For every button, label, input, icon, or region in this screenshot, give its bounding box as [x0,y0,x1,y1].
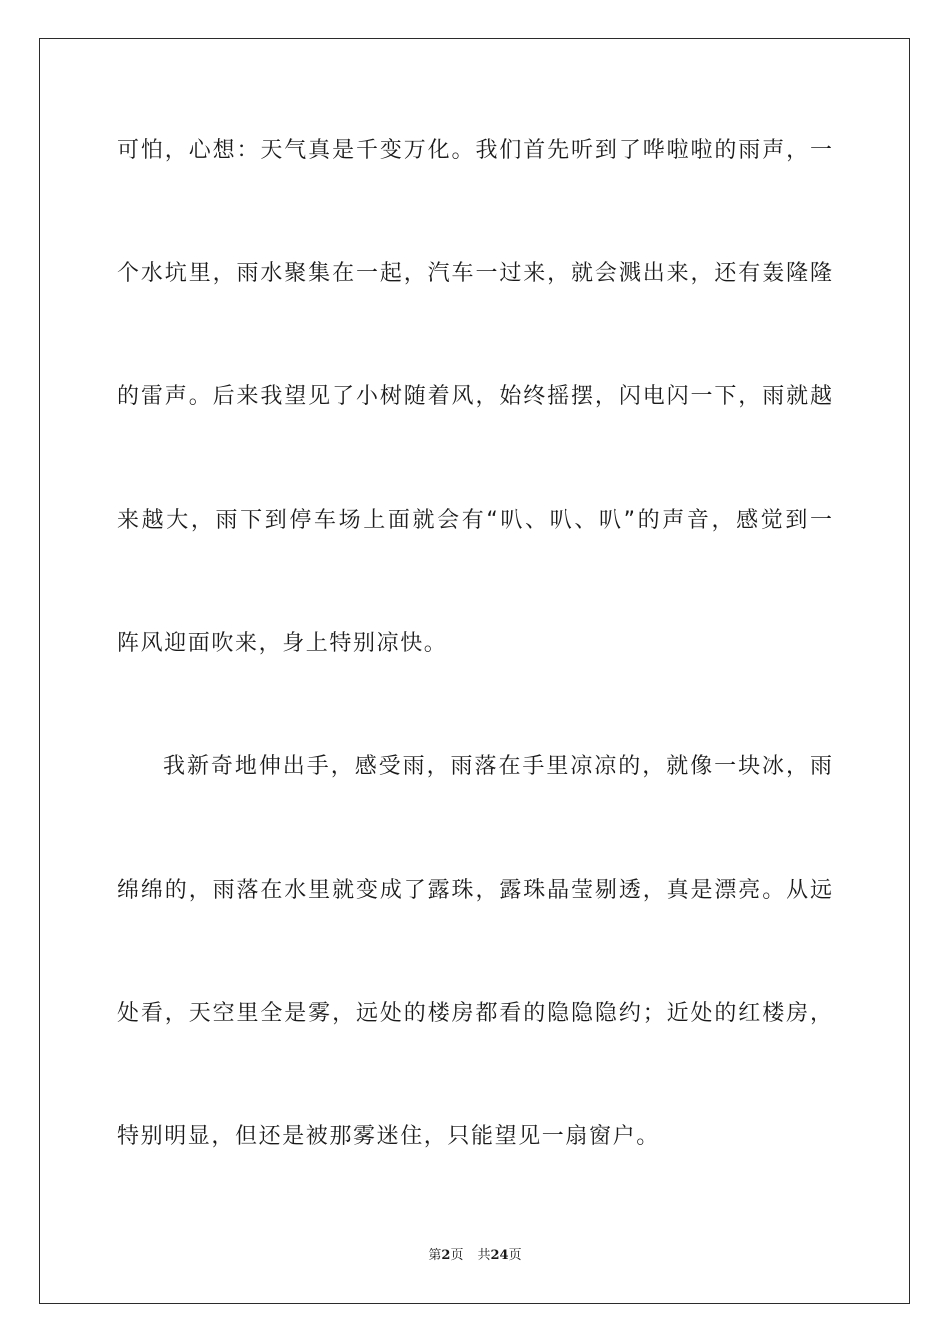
paragraph-line: 个水坑里，雨水聚集在一起，汽车一过来，就会溅出来，还有轰隆隆 [117,261,832,286]
paragraph-line: 我新奇地伸出手，感受雨，雨落在手里凉凉的，就像一块冰，雨 [163,754,832,779]
page-border [39,38,910,1304]
footer-total-prefix: 共 [477,1248,491,1263]
paragraph-line: 处看，天空里全是雾，远处的楼房都看的隐隐隐约；近处的红楼房， [117,1001,832,1026]
page-footer [0,1247,950,1265]
paragraph-line: 阵风迎面吹来，身上特别凉快。 [117,631,448,656]
paragraph-line: 的雷声。后来我望见了小树随着风，始终摇摆，闪电闪一下，雨就越 [117,384,832,409]
paragraph-line: 特别明显，但还是被那雾迷住，只能望见一扇窗户。 [117,1124,660,1149]
paragraph-line: 可怕，心想：天气真是千变万化。我们首先听到了哗啦啦的雨声，一 [117,138,832,163]
footer-total-pages: 24 [490,1248,509,1263]
paragraph-line: 来越大，雨下到停车场上面就会有“叭、叭、叭”的声音，感觉到一 [117,508,832,533]
footer-total-suffix: 页 [508,1248,522,1263]
footer-page-number: 2 [441,1248,451,1263]
footer-page-prefix: 第 [428,1248,442,1263]
footer-page-suffix: 页 [450,1248,464,1263]
paragraph-line: 绵绵的，雨落在水里就变成了露珠，露珠晶莹剔透，真是漂亮。从远 [117,878,832,903]
